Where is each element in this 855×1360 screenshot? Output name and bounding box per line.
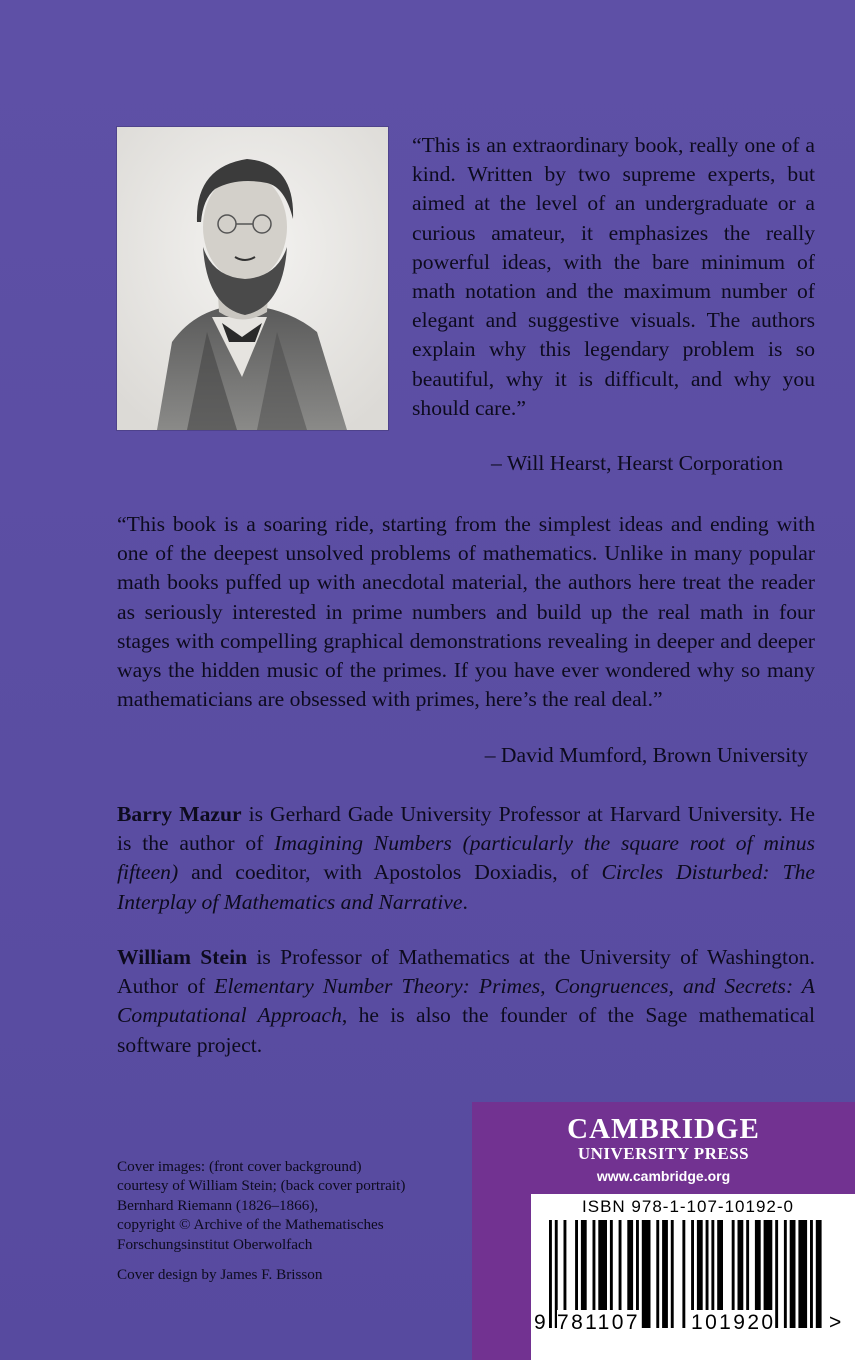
review-quote-hearst: “This is an extraordinary book, really one of a kind. Written by two supreme experts, but aimed at the level of an undergraduate or a curious amateur, it emphasizes the really powerful ideas, with the bare minimum of math notation and the maximum number of elegant and suggestive visuals. The authors explain why this legendary problem is so beautiful, why it is difficult, and why you should care.” bbox=[412, 133, 815, 420]
portrait-engraving bbox=[117, 127, 388, 430]
publisher-name: CAMBRIDGE bbox=[567, 1113, 760, 1145]
author-name-mazur: Barry Mazur bbox=[117, 802, 242, 826]
author-bio-mazur: Barry Mazur is Gerhard Gade University Professor at Harvard University. He is the author of Imagining Numbers (particularly the square root of minus fifteen) and coeditor, with Apostolos Doxiadis, of Circles Disturbed: The Interplay of Mathematics and Narrative. bbox=[117, 802, 815, 914]
cover-image-credits: Cover images: (front cover background) courtesy of William Stein; (back cover portrait) Bernhard Riemann (1826–1866), copyright © Archive of the Mathematisches Forschungsinstitut Oberwolfach bbox=[117, 1158, 406, 1253]
barcode-digits: 9 781107 101920 > bbox=[534, 1311, 842, 1334]
isbn-label: ISBN 978-1-107-10192-0 bbox=[582, 1197, 794, 1216]
review-quote-mumford: “This book is a soaring ride, starting from the simplest ideas and ending with one of the deepest unsolved problems of mathematics. Unlike in many popular math books puffed up with anecdotal material, the authors here treat the reader as seriously interested in prime numbers and build up the real math in four stages with compelling graphical demonstrations revealing in deeper and deeper ways the hidden music of the primes. If you have ever wondered why so many mathematicians are obsessed with primes, here’s the real deal.” bbox=[117, 512, 815, 712]
book-title: Imagining Numbers (particularly the square root of minus fifteen) bbox=[117, 831, 815, 885]
author-bio-stein: William Stein is Professor of Mathematics at the University of Washington. Author of Elementary Number Theory: Primes, Congruences, and Secrets: A Computational Approach, he is also the founder of the Sage mathematical software project. bbox=[117, 945, 815, 1057]
publisher-subtitle: UNIVERSITY PRESS bbox=[577, 1144, 750, 1163]
portrait-image bbox=[117, 127, 388, 430]
review-attribution-mumford: – David Mumford, Brown University bbox=[484, 743, 808, 767]
publisher-url: www.cambridge.org bbox=[596, 1168, 731, 1184]
author-name-stein: William Stein bbox=[117, 945, 248, 969]
isbn-barcode bbox=[531, 1194, 855, 1360]
book-title: Circles Disturbed: The Interplay of Mathematics and Narrative bbox=[117, 860, 815, 914]
book-title: Elementary Number Theory: Primes, Congruences, and Secrets: A Computational Approach bbox=[117, 974, 815, 1028]
review-attribution-hearst: – Will Hearst, Hearst Corporation bbox=[491, 451, 783, 475]
cover-design-credit: Cover design by James F. Brisson bbox=[117, 1266, 323, 1283]
